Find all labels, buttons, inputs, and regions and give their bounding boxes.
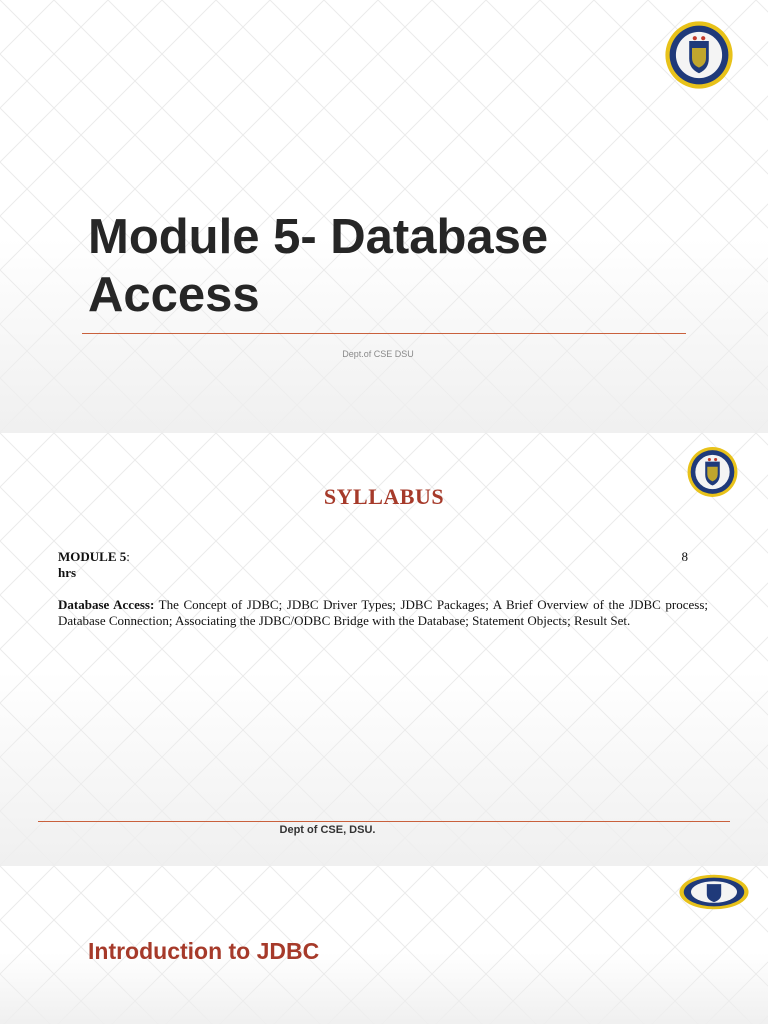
module-label: MODULE 5 (58, 549, 127, 564)
syllabus-heading: SYLLABUS (323, 484, 445, 509)
university-seal-icon (678, 874, 750, 910)
title-divider (82, 333, 686, 334)
slide-footer: Dept of CSE, DSU. (279, 824, 376, 836)
module-hours-unit: hrs (58, 565, 77, 580)
university-seal-icon (662, 20, 736, 90)
syllabus-paragraph (58, 597, 708, 628)
module-hours-value: 8 (681, 549, 688, 564)
slide-footer: Dept.of CSE DSU (342, 349, 414, 359)
topic-text: The Concept of JDBC; JDBC Driver Types; JDBC Packages; A Brief Overview of the JDBC process; Database Connection; Associating the JDBC/ODBC Bridge with the Database; Statement Objects; Result Set. (58, 597, 708, 628)
slide-intro (0, 866, 768, 1024)
slide-title (0, 0, 768, 433)
module-colon: : (126, 549, 130, 564)
slide-syllabus (0, 433, 768, 866)
topic-label: Database Access: (58, 597, 155, 612)
slide-title-text: Module 5- Database Access (88, 210, 549, 322)
intro-title: Introduction to JDBC (88, 938, 320, 964)
footer-divider (38, 821, 730, 822)
module-line (58, 549, 688, 581)
